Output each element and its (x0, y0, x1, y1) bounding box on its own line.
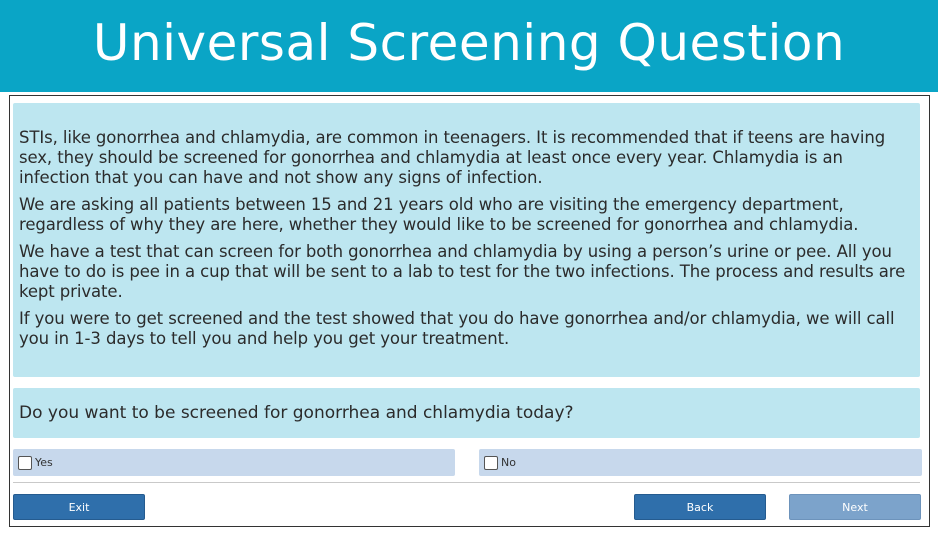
info-paragraph-3: We have a test that can screen for both gonorrhea and chlamydia by using a person’s urine or pee. All you have to do is pee in a cup that will be sent to a lab to test for the two infections. The process and results are kept private. (19, 242, 906, 301)
info-paragraph-2: We are asking all patients between 15 and 21 years old who are visiting the emergency department, regardless of why they are here, whether they would like to be screened for gonorrhea and chlamydia. (19, 195, 859, 234)
info-panel (13, 103, 920, 377)
question-text: Do you want to be screened for gonorrhea and chlamydia today? (19, 403, 574, 423)
question-panel (13, 388, 920, 438)
yes-label: Yes (35, 456, 53, 469)
divider (13, 482, 920, 483)
option-yes[interactable] (13, 449, 455, 476)
header-bar (0, 0, 938, 92)
page-title: Universal Screening Question (92, 14, 846, 72)
next-button[interactable]: Next (789, 494, 921, 520)
option-no[interactable] (479, 449, 922, 476)
yes-checkbox[interactable] (18, 456, 32, 470)
no-checkbox[interactable] (484, 456, 498, 470)
back-button[interactable]: Back (634, 494, 766, 520)
info-paragraph-1: STIs, like gonorrhea and chlamydia, are common in teenagers. It is recommended that if teens are having sex, they should be screened for gonorrhea and chlamydia at least once every year. Chlamydia is an infection that you can have and not show any signs of infection. (19, 128, 886, 187)
info-paragraph-4: If you were to get screened and the test showed that you do have gonorrhea and/or chlamydia, we will call you in 1-3 days to tell you and help you get your treatment. (19, 309, 895, 348)
exit-button[interactable]: Exit (13, 494, 145, 520)
no-label: No (501, 456, 516, 469)
question-frame (9, 95, 930, 527)
